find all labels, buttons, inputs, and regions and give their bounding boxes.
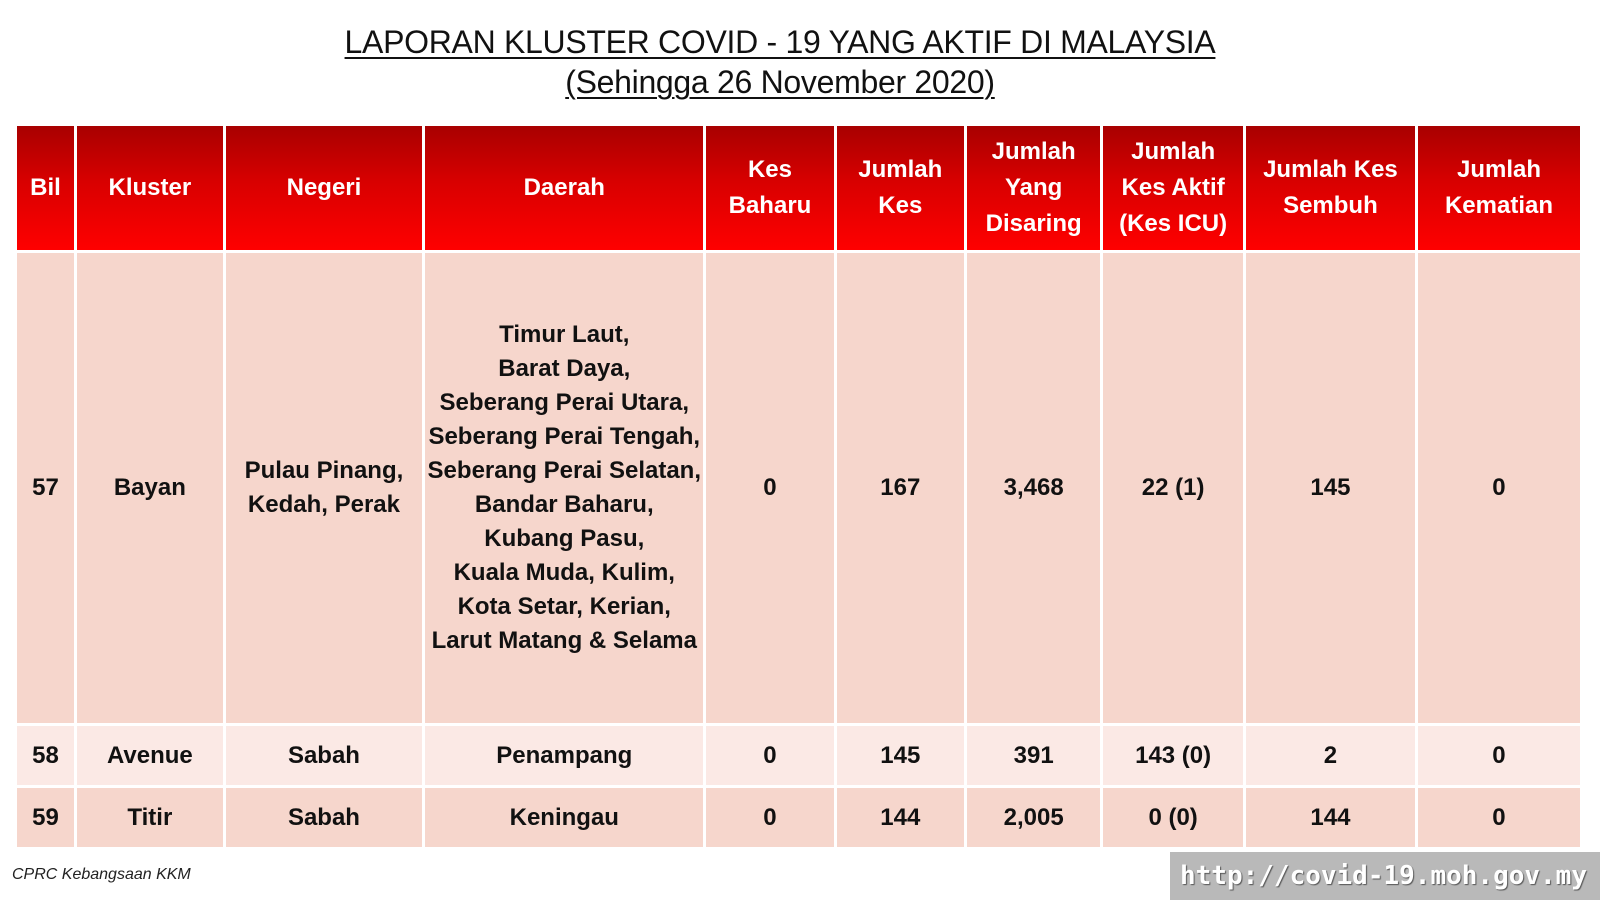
daerah-line: Kubang Pasu, (484, 525, 645, 552)
cell-jumlah-disaring: 2,005 (967, 788, 1100, 847)
cell-daerah: Keningau (425, 788, 703, 847)
cell-kes-aktif: 0 (0) (1103, 788, 1243, 847)
header-bil: Bil (17, 126, 74, 250)
cell-daerah (425, 253, 703, 723)
header-kluster: Kluster (77, 126, 223, 250)
daerah-line: Kota Setar, Kerian, (457, 593, 671, 620)
daerah-line: Bandar Baharu, (474, 491, 654, 518)
cell-kes-baharu: 0 (706, 253, 833, 723)
website-url-banner: http://covid-19.moh.gov.my (1170, 852, 1600, 900)
daerah-line: Seberang Perai Utara, (439, 389, 689, 416)
cell-bil: 59 (17, 788, 74, 847)
cell-daerah: Penampang (425, 726, 703, 785)
header-jumlah-disaring: Jumlah Yang Disaring (967, 126, 1100, 250)
header-kes-aktif: Jumlah Kes Aktif (Kes ICU) (1103, 126, 1243, 250)
table-row (17, 726, 1580, 785)
cell-kluster: Avenue (77, 726, 223, 785)
cell-kes-baharu: 0 (706, 726, 833, 785)
cell-bil: 58 (17, 726, 74, 785)
daerah-line: Larut Matang & Selama (431, 627, 697, 654)
header-kes-sembuh: Jumlah Kes Sembuh (1246, 126, 1415, 250)
table-row (17, 253, 1580, 723)
cell-kluster: Titir (77, 788, 223, 847)
report-title (0, 22, 1560, 102)
daerah-line: Kuala Muda, Kulim, (453, 559, 675, 586)
cell-kematian: 0 (1418, 253, 1580, 723)
daerah-line: Seberang Perai Tengah, (428, 423, 701, 450)
header-negeri: Negeri (226, 126, 423, 250)
daerah-line: Barat Daya, (498, 355, 631, 382)
cell-kematian: 0 (1418, 788, 1580, 847)
cell-kes-sembuh: 145 (1246, 253, 1415, 723)
table-row (17, 788, 1580, 847)
report-title-main: LAPORAN KLUSTER COVID - 19 YANG AKTIF DI MALAYSIA (344, 24, 1216, 60)
daerah-line: Timur Laut, (499, 321, 630, 348)
header-daerah: Daerah (425, 126, 703, 250)
cell-bil: 57 (17, 253, 74, 723)
header-kematian: Jumlah Kematian (1418, 126, 1580, 250)
cluster-table (14, 123, 1583, 850)
cell-jumlah-disaring: 391 (967, 726, 1100, 785)
daerah-line: Seberang Perai Selatan, (427, 457, 702, 484)
header-kes-baharu: Kes Baharu (706, 126, 833, 250)
cell-negeri: Sabah (226, 788, 423, 847)
cell-kes-aktif: 22 (1) (1103, 253, 1243, 723)
cell-kematian: 0 (1418, 726, 1580, 785)
cell-kes-baharu: 0 (706, 788, 833, 847)
header-jumlah-kes: Jumlah Kes (837, 126, 964, 250)
table-header-row (17, 126, 1580, 250)
source-credit: CPRC Kebangsaan KKM (12, 866, 191, 883)
cell-kluster: Bayan (77, 253, 223, 723)
cell-kes-sembuh: 2 (1246, 726, 1415, 785)
cell-negeri: Pulau Pinang, Kedah, Perak (226, 253, 423, 723)
report-title-date: (Sehingga 26 November 2020) (565, 64, 995, 100)
cell-jumlah-kes: 144 (837, 788, 964, 847)
cell-kes-sembuh: 144 (1246, 788, 1415, 847)
cell-negeri: Sabah (226, 726, 423, 785)
cell-jumlah-kes: 145 (837, 726, 964, 785)
cell-jumlah-disaring: 3,468 (967, 253, 1100, 723)
cell-kes-aktif: 143 (0) (1103, 726, 1243, 785)
cell-jumlah-kes: 167 (837, 253, 964, 723)
